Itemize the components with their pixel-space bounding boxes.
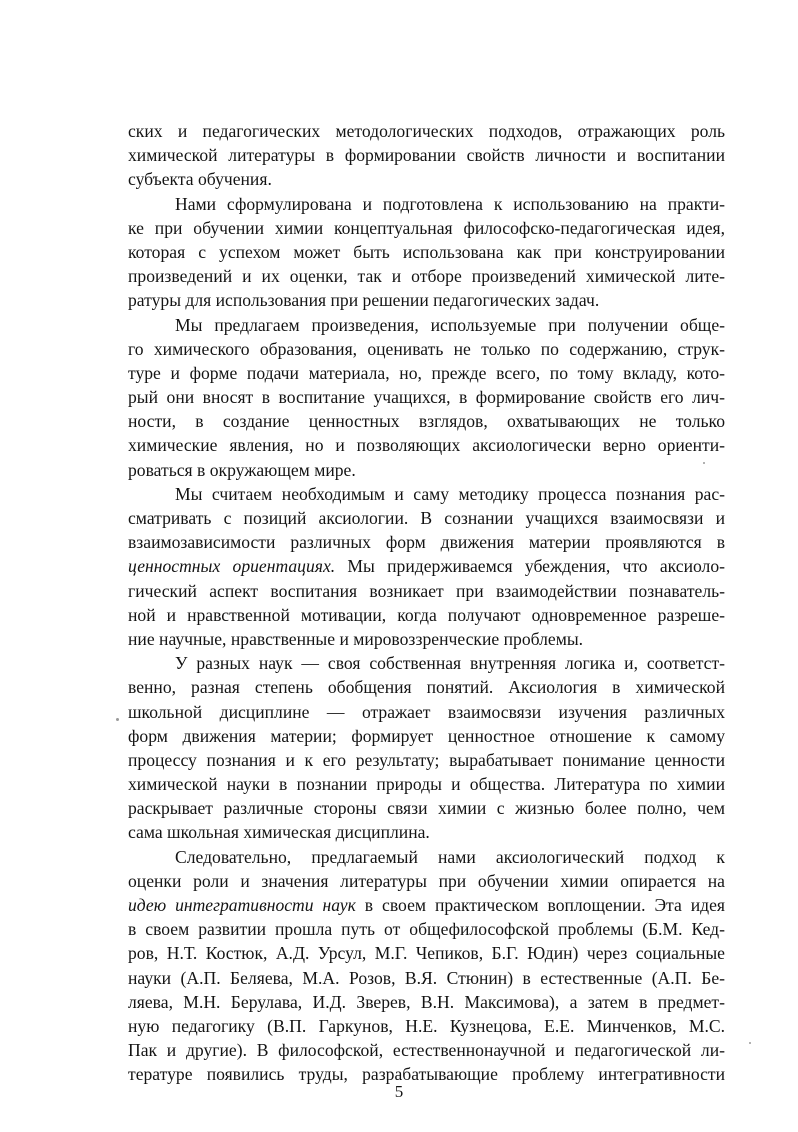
text-line: Мы предлагаем произведения, используемые при получении обще-: [175, 314, 725, 335]
text-line: процессу познания и к его результату; вырабатывает понимание ценности: [128, 749, 725, 770]
paragraph: [128, 313, 725, 482]
text-line: ности, в создание ценностных взглядов, охватывающих не только: [128, 411, 725, 432]
text-line: Нами сформулирована и подготовлена к использованию на практи-: [175, 193, 725, 214]
text-line: которая с успехом может быть использована как при конструировании: [128, 241, 725, 262]
text-line: школьной дисциплине — отражает взаимосвязи изучения различных: [128, 701, 725, 722]
text-line: тературе появились труды, разрабатывающие проблему интегративности: [128, 1064, 725, 1085]
text-line: субъекта обучения.: [128, 169, 272, 190]
text-line: взаимозависимости различных форм движения материи проявляются в: [128, 532, 725, 553]
text-run: Мы придерживаемся убеждения, что аксиоло-: [335, 556, 725, 577]
text-line: ских и педагогических методологических подходов, отражающих роль: [128, 121, 725, 141]
text-run: в своем практическом воплощении. Эта идея: [355, 895, 725, 915]
text-line: [128, 554, 725, 578]
text-body: [128, 119, 725, 1087]
text-line: ке при обучении химии концептуальная философско-педагогическая идея,: [128, 217, 725, 238]
text-line: в своем развитии прошла путь от общефилософской проблемы (Б.М. Кед-: [128, 919, 725, 940]
paragraph: [128, 192, 725, 313]
text-line: гический аспект воспитания возникает при взаимодействии познаватель-: [128, 580, 725, 601]
text-line: [128, 893, 725, 917]
text-line: го химического образования, оценивать не только по содержанию, струк-: [128, 338, 725, 359]
scan-speck: [749, 1042, 751, 1044]
italic-term: ценностных ориентациях.: [128, 556, 336, 577]
text-line: Мы считаем необходимым и саму методику процесса познания рас-: [175, 483, 725, 504]
text-line: ной и нравственной мотивации, когда получают одновременное разреше-: [128, 604, 725, 625]
text-line: сматривать с позиций аксиологии. В сознании учащихся взаимосвязи и: [128, 508, 725, 528]
text-line: раскрывает различные стороны связи химии с жизнью более полно, чем: [128, 798, 725, 819]
text-line: рый они вносят в воспитание учащихся, в формирование свойств его лич-: [128, 387, 725, 408]
text-line: форм движения материи; формирует ценностное отношение к самому: [128, 725, 725, 746]
text-line: химической науки в познании природы и общества. Литература по химии: [128, 774, 725, 795]
paragraph: [128, 119, 725, 192]
text-line: химической литературы в формировании свойств личности и воспитании: [128, 145, 725, 166]
text-line: ратуры для использования при решении педагогических задач.: [128, 290, 600, 311]
scan-speck: [703, 462, 705, 464]
text-line: туре и форме подачи материала, но, прежде всего, по тому вкладу, кото-: [128, 362, 725, 383]
text-line: роваться в окружающем мире.: [128, 459, 356, 480]
page-number: 5: [394, 1082, 404, 1101]
italic-term: идею интегративности наук: [128, 895, 356, 915]
text-line: химические явления, но и позволяющих аксиологически верно ориенти-: [128, 435, 725, 456]
text-line: произведений и их оценки, так и отборе произведений химической лите-: [128, 266, 725, 287]
paragraph: [128, 482, 725, 651]
text-line: сама школьная химическая дисциплина.: [128, 822, 430, 843]
text-line: ние научные, нравственные и мировоззренческие проблемы.: [128, 628, 584, 649]
text-line: ров, Н.Т. Костюк, А.Д. Урсул, М.Г. Чепиков, Б.Г. Юдин) через социальные: [128, 943, 725, 964]
text-line: науки (А.П. Беляева, М.А. Розов, В.Я. Стюнин) в естественные (А.П. Бе-: [128, 967, 725, 988]
paragraph: [128, 651, 725, 845]
text-line: ную педагогику (В.П. Гаркунов, Н.Е. Кузнецова, Е.Е. Минченков, М.С.: [128, 1015, 725, 1036]
text-line: Пак и другие). В философской, естественнонаучной и педагогической ли-: [128, 1040, 725, 1061]
text-line: Следовательно, предлагаемый нами аксиологический подход к: [175, 846, 725, 867]
text-line: оценки роли и значения литературы при обучении химии опирается на: [128, 870, 725, 891]
text-line: венно, разная степень обобщения понятий. Аксиология в химической: [128, 677, 725, 698]
text-line: ляева, М.Н. Берулава, И.Д. Зверев, В.Н. Максимова), а затем в предмет-: [128, 991, 725, 1012]
text-line: У разных наук — своя собственная внутренняя логика и, соответст-: [175, 653, 725, 674]
paragraph: [128, 845, 725, 1087]
scan-speck: [116, 718, 119, 721]
